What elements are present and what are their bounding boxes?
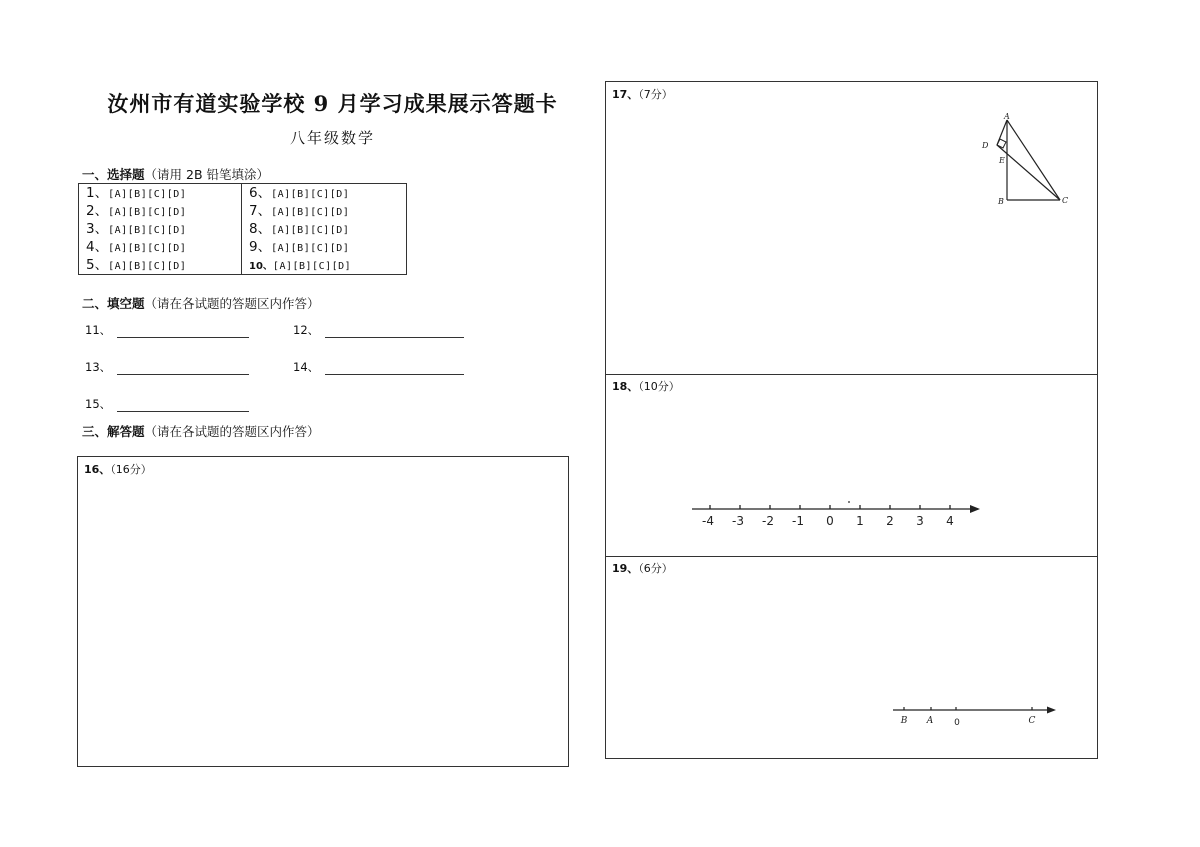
choice-row-9[interactable]	[242, 238, 406, 256]
page-title: 汝州市有道实验学校 9 月学习成果展示答题卡	[107, 91, 558, 116]
tick-label: -1	[792, 514, 804, 528]
fill-blank-11[interactable]	[85, 322, 249, 338]
triangle-figure	[976, 112, 1076, 212]
choice-options[interactable]: [A][B][C][D]	[108, 261, 187, 272]
choice-row-3[interactable]	[79, 220, 241, 238]
choice-number: 6、	[249, 185, 272, 201]
fill-number: 13、	[85, 360, 112, 374]
number-line-dot	[848, 501, 850, 503]
fill-number: 14、	[293, 360, 320, 374]
choice-row-6[interactable]	[242, 184, 406, 202]
choice-number: 9、	[249, 239, 272, 255]
section-solve-note: （请在各试题的答题区内作答）	[144, 424, 320, 439]
q19-score: （6分）	[638, 562, 673, 575]
q16-label	[84, 461, 152, 477]
point-label-C: C	[1028, 716, 1036, 726]
number-line-q19	[890, 700, 1065, 732]
choice-number: 1、	[86, 185, 109, 201]
answer-line[interactable]	[117, 373, 249, 375]
section-choice-title: 一、选择题	[82, 167, 145, 182]
choice-row-8[interactable]	[242, 220, 406, 238]
q17-number: 17、	[612, 88, 639, 101]
answer-box-q19[interactable]	[606, 556, 1097, 758]
choice-options[interactable]: [A][B][C][D]	[108, 189, 187, 200]
tick-label: 3	[916, 514, 924, 528]
choice-options[interactable]: [A][B][C][D]	[271, 225, 350, 236]
section-fill-note: （请在各试题的答题区内作答）	[144, 296, 320, 311]
q16-score: （16分）	[110, 463, 152, 476]
section-choice-heading	[82, 165, 269, 183]
point-label-B: B	[900, 716, 908, 726]
q18-score: （10分）	[638, 380, 680, 393]
choice-row-5[interactable]	[79, 256, 241, 274]
section-choice-note: （请用 2B 铅笔填涂）	[144, 167, 269, 182]
q19-number: 19、	[612, 562, 639, 575]
choice-number: 2、	[86, 203, 109, 219]
choice-column-left	[79, 184, 242, 274]
point-label-A: A	[1004, 112, 1010, 121]
choice-number: 4、	[86, 239, 109, 255]
page-subtitle: 八年级数学	[289, 129, 375, 147]
answer-line[interactable]	[117, 336, 249, 338]
fill-blank-14[interactable]	[293, 359, 464, 375]
tick-label: -3	[732, 514, 744, 528]
fill-number: 12、	[293, 323, 320, 337]
q18-label	[612, 378, 680, 394]
choice-row-1[interactable]	[79, 184, 241, 202]
fill-number: 11、	[85, 323, 112, 337]
point-label-C: C	[1062, 196, 1069, 205]
point-label-D: D	[982, 141, 989, 150]
choice-options[interactable]: [A][B][C][D]	[108, 225, 187, 236]
fill-blank-15[interactable]	[85, 396, 249, 412]
fill-blank-12[interactable]	[293, 322, 464, 338]
tick-label: -4	[702, 514, 714, 528]
answer-line[interactable]	[325, 373, 464, 375]
tick-label: 0	[826, 514, 834, 528]
point-label-A: A	[926, 716, 934, 726]
answer-column-right	[605, 81, 1098, 759]
choice-options[interactable]: [A][B][C][D]	[271, 207, 350, 218]
answer-box-q16[interactable]	[77, 456, 569, 767]
choice-number: 10、	[249, 261, 273, 272]
section-solve-title: 三、解答题	[82, 424, 145, 439]
tick-label: 2	[886, 514, 894, 528]
q17-label	[612, 86, 673, 102]
section-fill-heading	[82, 294, 320, 312]
choice-number: 5、	[86, 257, 109, 273]
answer-line[interactable]	[325, 336, 464, 338]
section-solve-heading	[82, 422, 320, 440]
point-label-B: B	[998, 197, 1004, 206]
q17-score: （7分）	[638, 88, 673, 101]
tick-label: 4	[946, 514, 954, 528]
choice-options[interactable]: [A][B][C][D]	[271, 243, 350, 254]
tick-label: -2	[762, 514, 774, 528]
choice-options[interactable]: [A][B][C][D]	[271, 189, 350, 200]
fill-blank-13[interactable]	[85, 359, 249, 375]
answer-line[interactable]	[117, 410, 249, 412]
number-line-q18	[690, 492, 990, 532]
choice-number: 3、	[86, 221, 109, 237]
choice-row-7[interactable]	[242, 202, 406, 220]
tick-label: 1	[856, 514, 864, 528]
answer-box-q18[interactable]	[606, 374, 1097, 557]
choice-row-10[interactable]	[242, 256, 406, 274]
choice-number: 7、	[249, 203, 272, 219]
choice-answer-grid	[78, 183, 407, 275]
choice-column-right	[242, 184, 406, 274]
choice-options[interactable]: [A][B][C][D]	[108, 243, 187, 254]
point-label-E: E	[999, 156, 1005, 165]
origin-label: 0	[954, 718, 960, 728]
q16-number: 16、	[84, 463, 111, 476]
choice-row-2[interactable]	[79, 202, 241, 220]
choice-options[interactable]: [A][B][C][D]	[272, 261, 352, 272]
q18-number: 18、	[612, 380, 639, 393]
fill-number: 15、	[85, 397, 112, 411]
q19-label	[612, 560, 673, 576]
choice-number: 8、	[249, 221, 272, 237]
answer-box-q17[interactable]	[606, 82, 1097, 375]
choice-row-4[interactable]	[79, 238, 241, 256]
choice-options[interactable]: [A][B][C][D]	[108, 207, 187, 218]
section-fill-title: 二、填空题	[82, 296, 145, 311]
